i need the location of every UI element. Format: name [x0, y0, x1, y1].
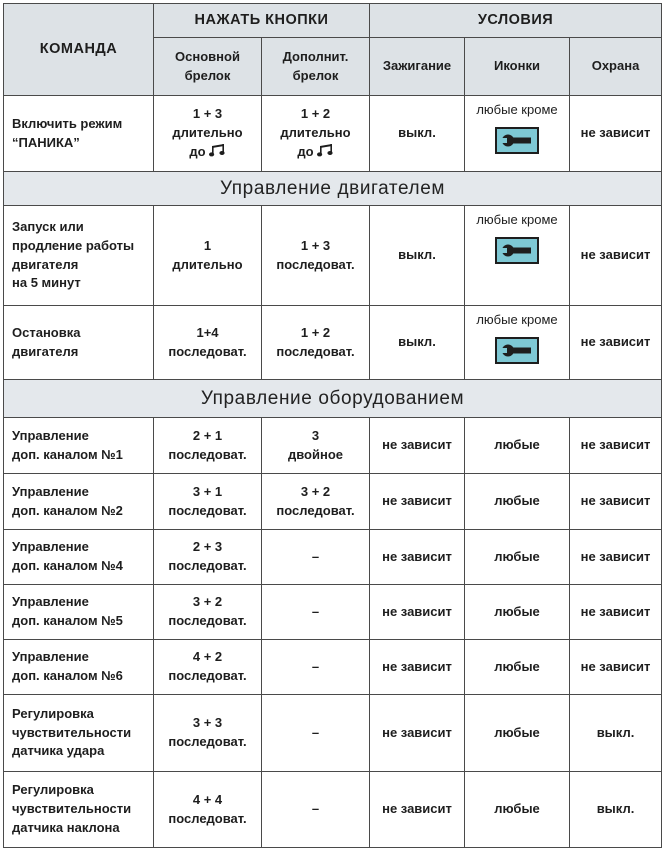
table-row	[4, 695, 662, 772]
icons-cell: любые кроме	[465, 206, 570, 306]
header-ignition: Зажигание	[370, 38, 465, 96]
ignition-cell: не зависит	[370, 585, 465, 640]
icons-cell: любые кроме	[465, 96, 570, 172]
table-row	[4, 585, 662, 640]
table-row-panic	[4, 96, 662, 172]
guard-cell: не зависит	[570, 306, 662, 380]
header-conditions: УСЛОВИЯ	[370, 4, 662, 38]
command-name: Остановка двигателя	[4, 306, 154, 380]
ignition-cell: не зависит	[370, 418, 465, 474]
guard-cell: не зависит	[570, 474, 662, 530]
section-equipment-row	[4, 380, 662, 418]
header-press-buttons: НАЖАТЬ КНОПКИ	[154, 4, 370, 38]
icons-cell: любые	[465, 640, 570, 695]
command-name: Управление доп. каналом №6	[4, 640, 154, 695]
section-title-engine: Управление двигателем	[4, 172, 662, 206]
icons-cell: любые	[465, 772, 570, 848]
guard-cell: не зависит	[570, 640, 662, 695]
command-name: Управление доп. каналом №2	[4, 474, 154, 530]
guard-cell: выкл.	[570, 695, 662, 772]
ignition-cell: выкл.	[370, 306, 465, 380]
extra-fob-cell: –	[262, 530, 370, 585]
guard-cell: выкл.	[570, 772, 662, 848]
main-fob-cell: 3 + 3 последоват.	[154, 695, 262, 772]
extra-fob-cell: 1 + 3 последоват.	[262, 206, 370, 306]
header-command: КОМАНДА	[4, 4, 154, 96]
extra-fob-cell: –	[262, 640, 370, 695]
icons-cell: любые кроме	[465, 306, 570, 380]
command-name: Управление доп. каналом №4	[4, 530, 154, 585]
icons-cell: любые	[465, 418, 570, 474]
extra-fob-cell: –	[262, 772, 370, 848]
extra-fob-cell: 3 двойное	[262, 418, 370, 474]
main-fob-cell: 1+4 последоват.	[154, 306, 262, 380]
extra-fob-cell: 1 + 2 последоват.	[262, 306, 370, 380]
table-row	[4, 418, 662, 474]
music-note-icon	[317, 143, 334, 157]
extra-fob-cell: 3 + 2 последоват.	[262, 474, 370, 530]
header-main-fob: Основной брелок	[154, 38, 262, 96]
extra-fob-cell: –	[262, 585, 370, 640]
command-name: Управление доп. каналом №5	[4, 585, 154, 640]
table-row	[4, 474, 662, 530]
ignition-cell: выкл.	[370, 96, 465, 172]
ignition-cell: не зависит	[370, 530, 465, 585]
ignition-cell: не зависит	[370, 695, 465, 772]
section-title-equipment: Управление оборудованием	[4, 380, 662, 418]
main-fob-cell: 4 + 4 последоват.	[154, 772, 262, 848]
command-name: Включить режим “ПАНИКА”	[4, 96, 154, 172]
command-name: Регулировка чувствительности датчика наклона	[4, 772, 154, 848]
table-row	[4, 306, 662, 380]
icons-cell: любые	[465, 474, 570, 530]
header-row-top	[4, 4, 662, 38]
wrench-icon	[495, 237, 539, 264]
ignition-cell: не зависит	[370, 640, 465, 695]
command-name: Управление доп. каналом №1	[4, 418, 154, 474]
header-icons: Иконки	[465, 38, 570, 96]
guard-cell: не зависит	[570, 206, 662, 306]
table-row	[4, 530, 662, 585]
ignition-cell: выкл.	[370, 206, 465, 306]
ignition-cell: не зависит	[370, 772, 465, 848]
main-fob-cell: 1 + 3 длительно до	[154, 96, 262, 172]
icons-cell: любые	[465, 695, 570, 772]
main-fob-cell: 3 + 2 последоват.	[154, 585, 262, 640]
main-fob-cell: 4 + 2 последоват.	[154, 640, 262, 695]
header-guard: Охрана	[570, 38, 662, 96]
wrench-icon	[495, 127, 539, 154]
main-fob-cell: 2 + 1 последоват.	[154, 418, 262, 474]
icons-cell: любые	[465, 585, 570, 640]
command-name: Запуск или продление работы двигателя на 5 минут	[4, 206, 154, 306]
command-name: Регулировка чувствительности датчика удара	[4, 695, 154, 772]
music-note-icon	[209, 143, 226, 157]
extra-fob-cell: 1 + 2 длительно до	[262, 96, 370, 172]
commands-table	[3, 3, 662, 848]
header-extra-fob: Дополнит. брелок	[262, 38, 370, 96]
table-row	[4, 640, 662, 695]
wrench-icon	[495, 337, 539, 364]
ignition-cell: не зависит	[370, 474, 465, 530]
main-fob-cell: 1 длительно	[154, 206, 262, 306]
guard-cell: не зависит	[570, 585, 662, 640]
table-row	[4, 206, 662, 306]
main-fob-cell: 2 + 3 последоват.	[154, 530, 262, 585]
table-row	[4, 772, 662, 848]
icons-cell: любые	[465, 530, 570, 585]
main-fob-cell: 3 + 1 последоват.	[154, 474, 262, 530]
guard-cell: не зависит	[570, 418, 662, 474]
section-engine-row	[4, 172, 662, 206]
guard-cell: не зависит	[570, 96, 662, 172]
guard-cell: не зависит	[570, 530, 662, 585]
extra-fob-cell: –	[262, 695, 370, 772]
